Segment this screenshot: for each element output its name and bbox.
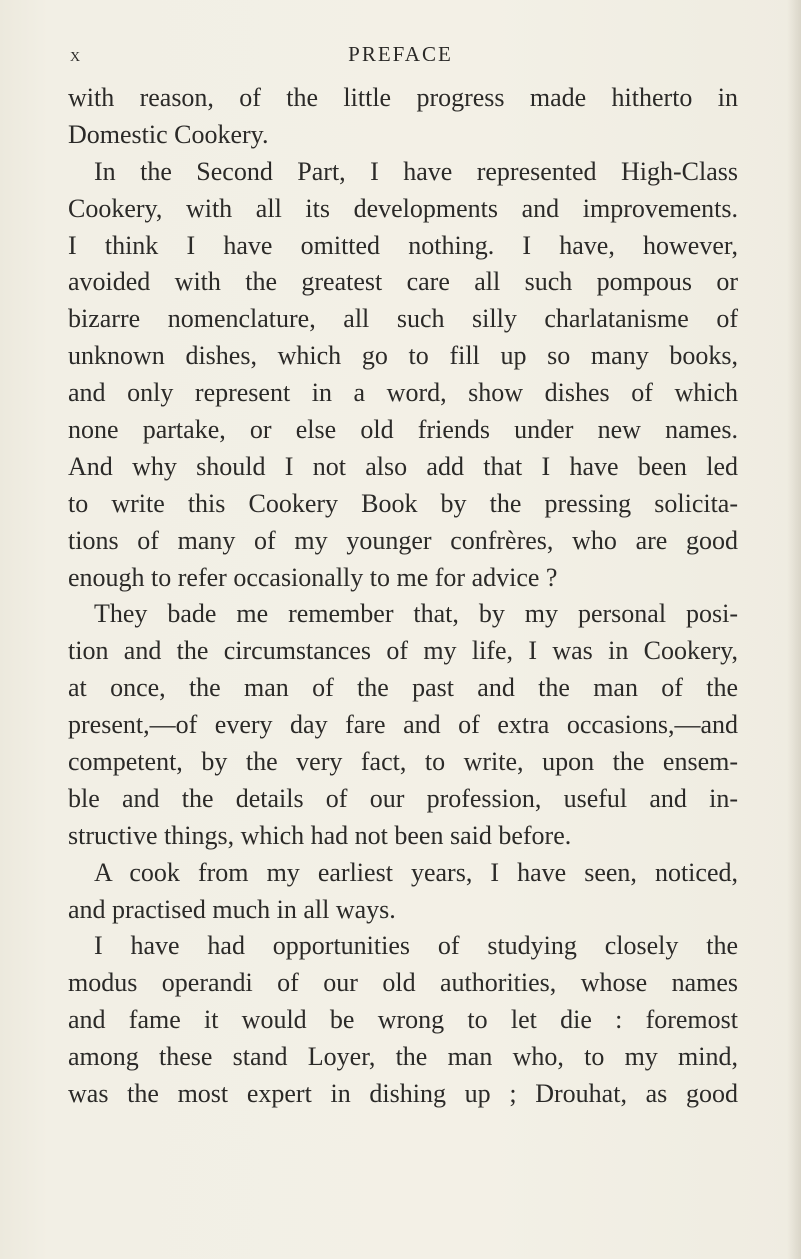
text-line: modus operandi of our old authorities, whose names <box>68 968 738 998</box>
text-line: was the most expert in dishing up ; Drouhat, as good <box>68 1079 738 1109</box>
text-line: and fame it would be wrong to let die : foremost <box>68 1005 738 1035</box>
text-line: unknown dishes, which go to fill up so many books, <box>68 341 738 371</box>
body-text <box>68 80 738 1113</box>
text-line: with reason, of the little progress made hitherto in <box>68 83 738 112</box>
text-line: to write this Cookery Book by the pressing solicita- <box>68 488 738 518</box>
page-number: x <box>70 44 82 66</box>
text-line: present,—of every day fare and of extra occasions,—and <box>68 710 738 740</box>
text-line: among these stand Loyer, the man who, to my mind, <box>68 1042 738 1072</box>
text-line: They bade me remember that, by my personal posi- <box>94 599 738 629</box>
text-line: In the Second Part, I have represented High-Class <box>94 156 738 186</box>
text-line: And why should I not also add that I have been led <box>68 451 738 481</box>
text-line: and practised much in all ways. <box>68 894 396 924</box>
text-line: avoided with the greatest care all such pompous or <box>68 267 738 297</box>
text-line: bizarre nomenclature, all such silly charlatanisme of <box>68 304 738 334</box>
text-line: enough to refer occasionally to me for advice ? <box>68 562 558 592</box>
text-line: none partake, or else old friends under new names. <box>68 415 738 445</box>
text-line: tion and the circumstances of my life, I was in Cookery, <box>68 636 738 666</box>
running-head: PREFACE <box>348 42 453 66</box>
text-line: Cookery, with all its developments and improvements. <box>68 193 738 223</box>
text-line: Domestic Cookery. <box>68 119 269 149</box>
text-line: A cook from my earliest years, I have seen, noticed, <box>94 857 738 887</box>
text-line: structive things, which had not been said before. <box>68 820 572 850</box>
page-edge-shadow <box>787 0 801 1259</box>
text-line: I think I have omitted nothing. I have, however, <box>68 230 738 260</box>
text-line: and only represent in a word, show dishes of which <box>68 378 738 408</box>
page-header <box>0 42 801 72</box>
text-line: at once, the man of the past and the man of the <box>68 673 738 703</box>
text-line: competent, by the very fact, to write, upon the ensem- <box>68 747 738 777</box>
text-line: I have had opportunities of studying closely the <box>94 931 738 961</box>
text-line: ble and the details of our profession, useful and in- <box>68 783 738 813</box>
text-line: tions of many of my younger confrères, who are good <box>68 525 738 555</box>
